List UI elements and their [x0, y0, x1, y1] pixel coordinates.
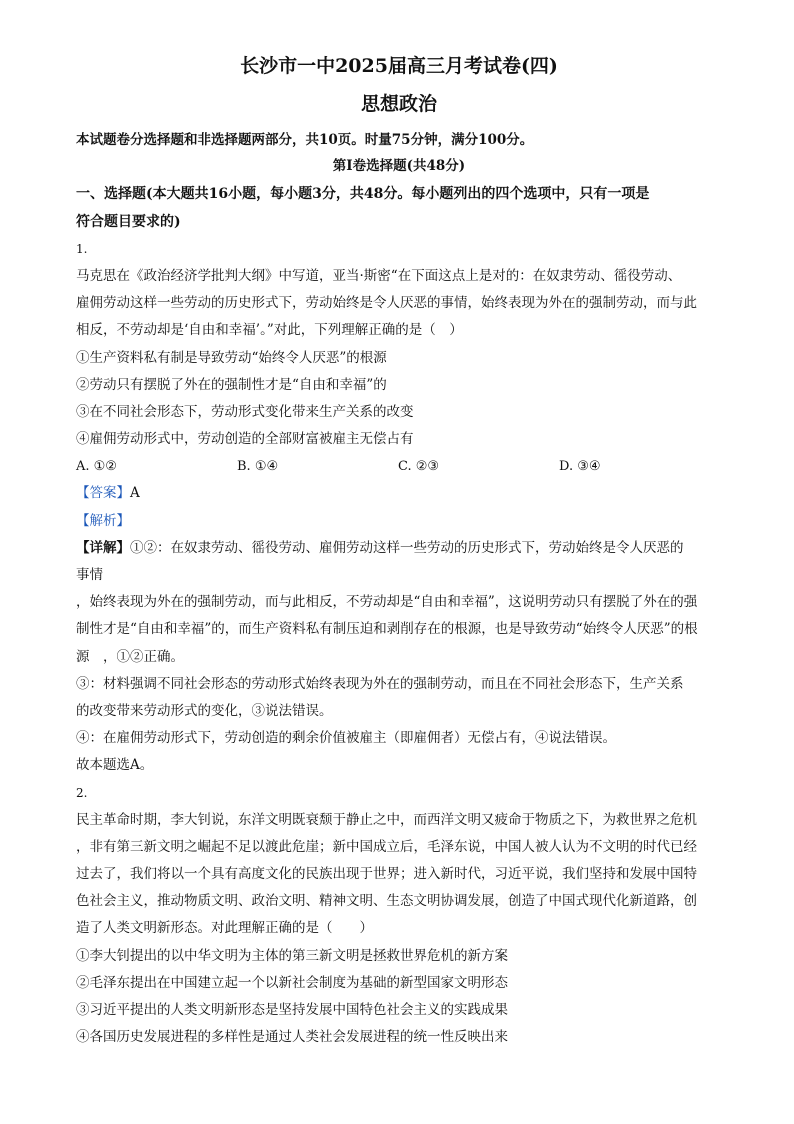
- statement-option: ④各国历史发展进程的多样性是通过人类社会发展进程的统一性反映出来: [76, 1029, 508, 1046]
- question-number: 2.: [76, 785, 88, 800]
- statement-option: ②毛泽东提出在中国建立起一个以新社会制度为基础的新型国家文明形态: [76, 974, 508, 991]
- answer-tag: 【答案】: [76, 485, 130, 502]
- choice-b: B. ①④: [237, 459, 279, 475]
- detail-line: 的改变带来劳动形式的变化，③说法错误。: [76, 703, 333, 720]
- question-stem-line: 造了人类文明新形态。对此理解正确的是（ ）: [76, 920, 373, 937]
- detail-tag: 【详解】: [76, 539, 130, 556]
- part-title: 第Ⅰ卷选择题(共48分): [332, 158, 466, 174]
- detail-line: 事情: [76, 567, 103, 584]
- detail-line: ③：材料强调不同社会形态的劳动形式始终表现为外在的强制劳动，而且在不同社会形态下，生产关系: [76, 675, 684, 692]
- detail-text: ①②：在奴隶劳动、徭役劳动、雇佣劳动这样一些劳动的历史形式下，劳动始终是令人厌恶的: [130, 539, 684, 556]
- section-title-line-1: 一、选择题(本大题共16小题，每小题3分，共48分。每小题列出的四个选项中，只有一项是: [76, 186, 650, 202]
- statement-option: ①李大钊提出的以中华文明为主体的第三新文明是拯救世界危机的新方案: [76, 947, 508, 964]
- question-1: [76, 236, 722, 780]
- question-stem-line: 民主革命时期，李大钊说，东洋文明既衰颓于静止之中，而西洋文明又疲命于物质之下，为救世界之危机: [76, 811, 697, 828]
- detail-line: 制性才是“自由和幸福”的，而生产资料私有制压迫和剥削存在的根源，也是导致劳动“始终令人厌恶”的根: [76, 621, 698, 638]
- statement-option: ④雇佣劳动形式中，劳动创造的全部财富被雇主无偿占有: [76, 431, 414, 448]
- answer-value: A: [130, 485, 140, 502]
- detail-line: 源 ，①②正确。: [76, 648, 184, 665]
- question-stem-line: 相反，不劳动却是‘自由和幸福’。”对此，下列理解正确的是（ ）: [76, 322, 463, 339]
- question-stem-line: 色社会主义，推动物质文明、政治文明、精神文明、生态文明协调发展，创造了中国式现代化新道路，创: [76, 893, 697, 910]
- statement-option: ①生产资料私有制是导致劳动“始终令人厌恶”的根源: [76, 349, 387, 366]
- analysis-tag: 【解析】: [76, 512, 130, 529]
- choice-a: A. ①②: [76, 459, 117, 475]
- detail-line: ，始终表现为外在的强制劳动，而与此相反，不劳动却是“自由和幸福”，这说明劳动只有摆脱了外在的强: [76, 594, 698, 611]
- question-number: 1.: [76, 242, 88, 256]
- answer-choices: [76, 453, 722, 480]
- statement-option: ②劳动只有摆脱了外在的强制性才是“自由和幸福”的: [76, 376, 387, 393]
- exam-intro: 本试题卷分选择题和非选择题两部分，共10页。时量75分钟，满分100分。: [76, 132, 534, 148]
- question-stem-line: 过去了，我们将以一个具有高度文化的民族出现于世界；进入新时代，习近平说，我们坚持和发展中国特: [76, 866, 697, 883]
- section-title-line-2: 符合题目要求的): [76, 214, 181, 230]
- choice-c: C. ②③: [398, 459, 440, 475]
- choice-d: D. ③④: [559, 459, 601, 475]
- detail-line: ④：在雇佣劳动形式下，劳动创造的剩余价值被雇主（即雇佣者）无偿占有，④说法错误。: [76, 730, 616, 747]
- exam-title: 长沙市一中2025届高三月考试卷(四): [240, 55, 558, 77]
- question-2: [76, 780, 722, 1052]
- subject-title: 思想政治: [360, 93, 437, 115]
- page-content: [76, 52, 722, 1051]
- answer-line: [76, 480, 722, 507]
- question-stem-line: ，非有第三新文明之崛起不足以渡此危崖；新中国成立后，毛泽东说，中国人被人认为不文明的时代已经: [76, 838, 697, 855]
- question-stem-line: 马克思在《政治经济学批判大纲》中写道，亚当·斯密“在下面这点上是对的：在奴隶劳动、徭役劳动、: [76, 268, 682, 284]
- question-stem-line: 雇佣劳动这样一些劳动的历史形式下，劳动始终是令人厌恶的事情，始终表现为外在的强制劳动，而与此: [76, 295, 697, 312]
- detail-line: 故本题选A。: [76, 757, 154, 774]
- statement-option: ③在不同社会形态下，劳动形式变化带来生产关系的改变: [76, 404, 414, 421]
- detail-line: [76, 535, 722, 562]
- statement-option: ③习近平提出的人类文明新形态是坚持发展中国特色社会主义的实践成果: [76, 1002, 508, 1019]
